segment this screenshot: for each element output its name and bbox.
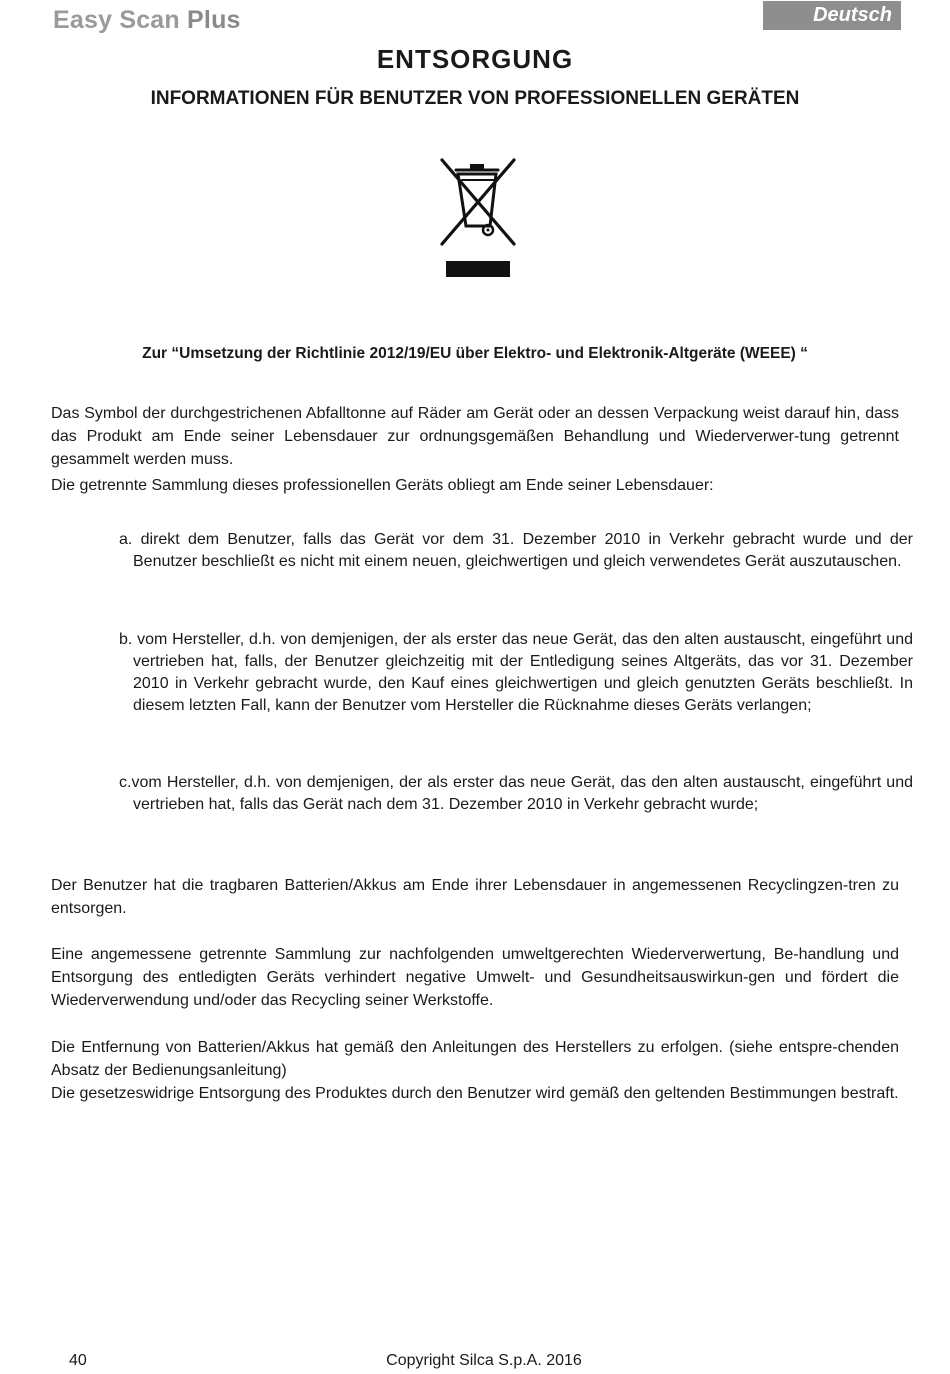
removal-paragraph: Die Entfernung von Batterien/Akkus hat gemäß den Anleitungen des Herstellers zu erfolgen. (siehe entspre-chenden Absatz der Bedienungsanleitung) [51, 1039, 899, 1079]
list-text: vom Hersteller, d.h. von demjenigen, der als erster das neue Gerät, das den alten austauscht, eingeführt und vertrieben hat, falls, der Benutzer gleichzeitig mit der Entledigung seines Altgeräts, das vor 31. Dezember 2010 in Verkehr gebracht wurde, den Kauf eines gleichwertigen und gleich genutzten Geräts beschließt. In diesem letzten Fall, kann der Benutzer vom Hersteller die Rücknahme dieses Geräts verlangen; [133, 631, 913, 714]
list-text: vom Hersteller, d.h. von demjenigen, der als erster das neue Gerät, das den alten austauscht, eingeführt und vertrieben hat, falls das Gerät nach dem 31. Dezember 2010 in Verkehr gebracht wurde; [131, 774, 913, 813]
crossed-out-wheelie-bin-icon [436, 156, 518, 280]
collection-paragraph: Eine angemessene getrennte Sammlung zur nachfolgenden umweltgerechten Wiederverwertung, Be-handlung und Entsorgung des entledigten Geräts verhindert negative Umwelt- und Gesundheitsauswirkun-gen und fördert die Wiederverwendung und/oder das Recycling seiner Werkstoffe. [51, 946, 899, 1009]
page-subtitle: INFORMATIONEN FÜR BENUTZER VON PROFESSIONELLEN GERÄTEN [150, 88, 800, 109]
copyright: Copyright Silca S.p.A. 2016 [386, 1352, 582, 1369]
language-tab: Deutsch [763, 1, 901, 30]
penalty-paragraph: Die gesetzeswidrige Entsorgung des Produktes durch den Benutzer wird gemäß den geltenden Bestimmungen bestraft. [51, 1085, 899, 1102]
brand-plus: Plus [187, 6, 241, 34]
intro-paragraph: Das Symbol der durchgestrichenen Abfalltonne auf Räder am Gerät oder an dessen Verpackung weist darauf hin, dass das Produkt am Ende seiner Lebensdauer zur ordnungsgemäßen Behandlung und Wiederverwer-tung getrennt gesammelt werden muss. [51, 405, 899, 468]
list-item-b [119, 629, 913, 717]
list-text: direkt dem Benutzer, falls das Gerät vor dem 31. Dezember 2010 in Verkehr gebracht wurde und der Benutzer beschließt es nicht mit einem neuen, gleichwertigen und gleich verwendetes Gerät auszutauschen. [133, 531, 913, 570]
brand-main: Easy Scan [53, 6, 180, 34]
page-number: 40 [69, 1352, 87, 1369]
list-marker: b. [119, 631, 133, 648]
battery-paragraph: Der Benutzer hat die tragbaren Batterien/Akkus am Ende ihrer Lebensdauer in angemessenen Recyclingzen-tren zu entsorgen. [51, 877, 899, 917]
page-title: ENTSORGUNG [376, 44, 574, 74]
list-marker: c. [119, 774, 132, 791]
intro-line: Die getrennte Sammlung dieses professionellen Geräts obliegt am Ende seiner Lebensdauer: [51, 477, 714, 494]
list-item-c [119, 772, 913, 816]
list-marker: a. [119, 531, 133, 548]
list-item-a [119, 529, 913, 573]
brand-logo [53, 6, 241, 35]
directive-reference: Zur “Umsetzung der Richtlinie 2012/19/EU über Elektro- und Elektronik-Altgeräte (WEEE) “ [142, 345, 808, 362]
